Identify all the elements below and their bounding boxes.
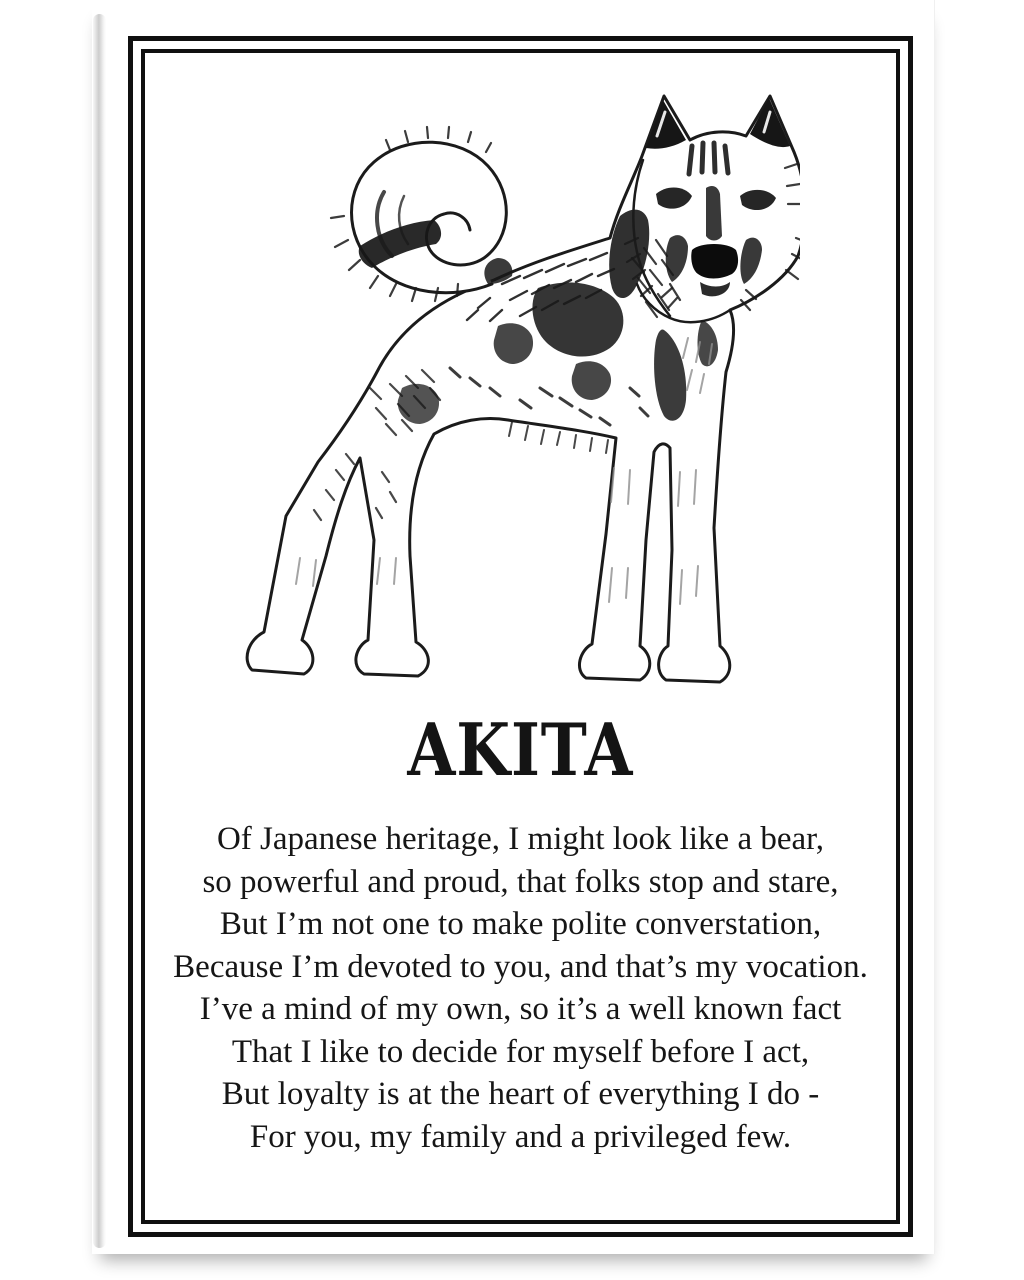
dog-tail-curl [352, 142, 507, 293]
poster-title-text: AKITA [407, 707, 634, 792]
poster-left-edge-shadow [93, 14, 106, 1248]
poem-line: That I like to decide for myself before I act, [231, 1033, 810, 1070]
poem-line: Because I’m devoted to you, and that’s my vocation. [173, 948, 868, 985]
poem-line: But I’m not one to make polite converstation, [219, 906, 822, 942]
poem-line: Of Japanese heritage, I might look like a bear, [216, 821, 825, 857]
dog-muzzle-bridge [706, 186, 722, 241]
poem-line: I’ve a mind of my own, so it’s a well known fact [199, 991, 842, 1027]
akita-dog-illustration [240, 88, 800, 708]
poster-title [128, 708, 913, 792]
dog-body-outline [247, 96, 800, 682]
poem [128, 818, 913, 1158]
akita-poster [92, 0, 935, 1254]
dog-nose [691, 244, 738, 279]
poem-line: But loyalty is at the heart of everything I do - [221, 1076, 820, 1112]
poem-line: For you, my family and a privileged few. [249, 1118, 792, 1155]
poem-line: so powerful and proud, that folks stop and stare, [202, 863, 839, 900]
